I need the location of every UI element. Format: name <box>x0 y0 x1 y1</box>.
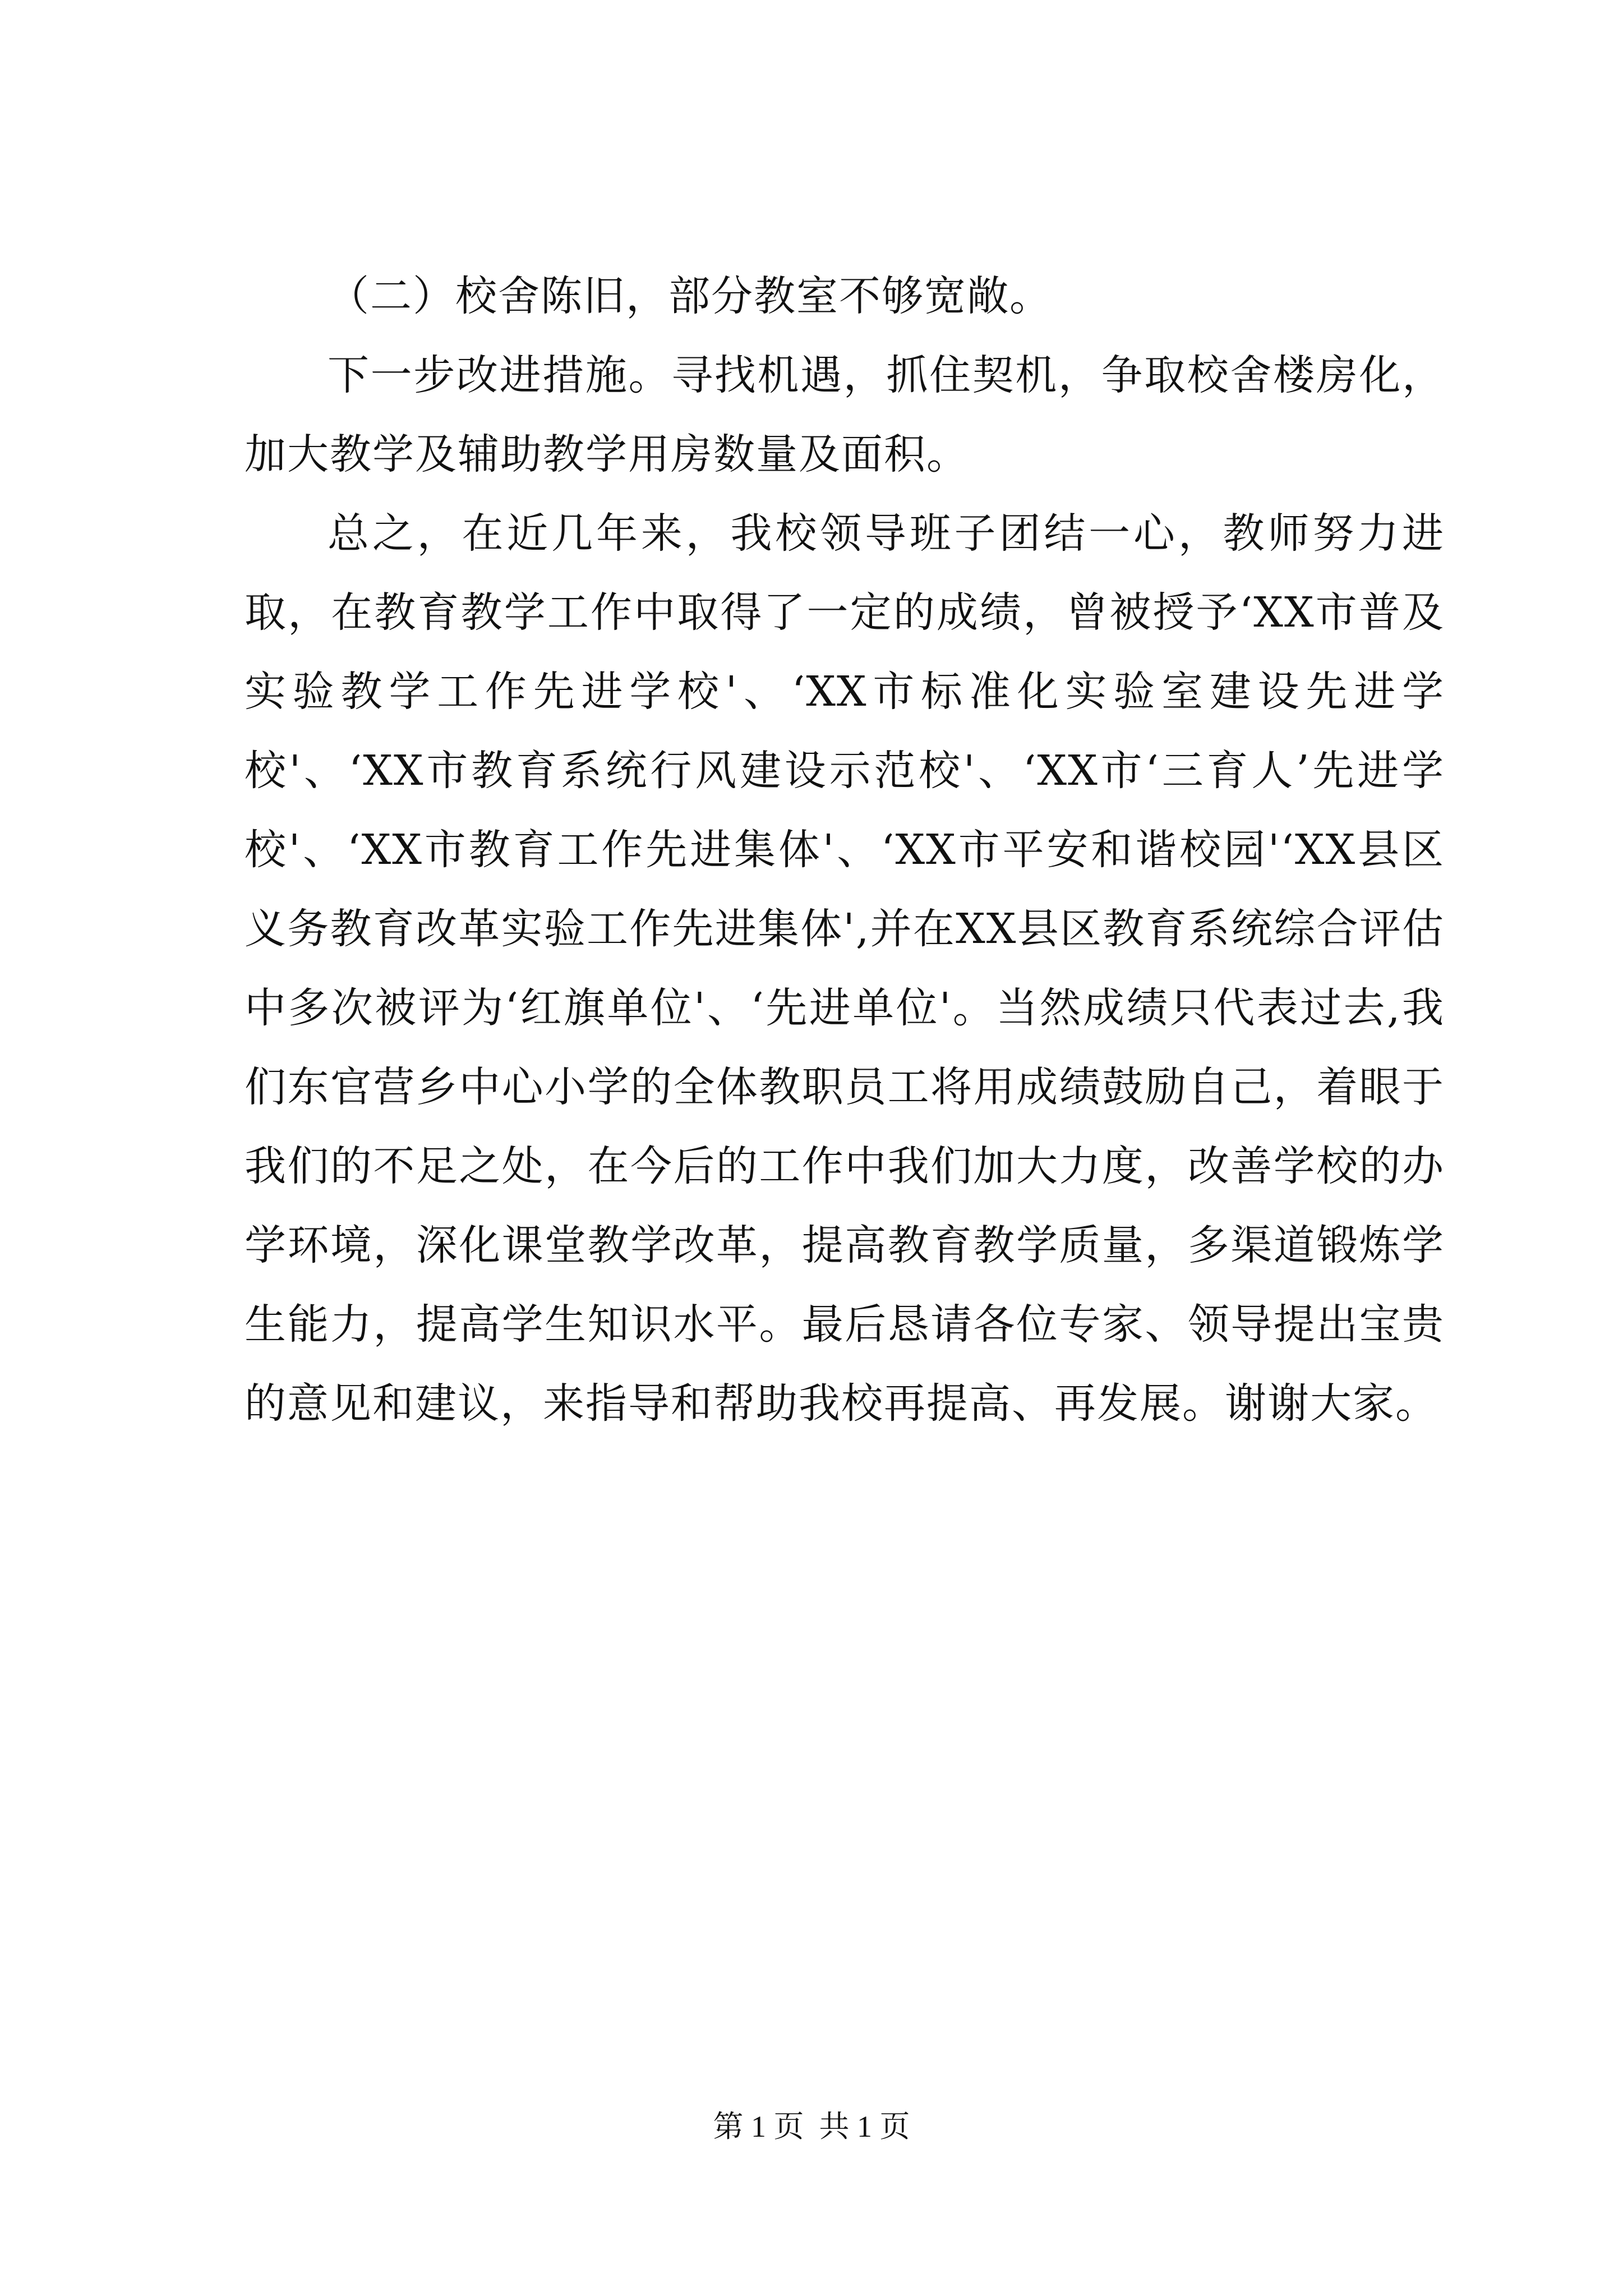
paragraph-campus-issue: （二）校舍陈旧，部分教室不够宽敞。 <box>328 272 1052 320</box>
paragraph-improvement-measures: 下一步改进措施。寻找机遇，抓住契机，争取校舍楼房化，加大教学及辅助教学用房数量及面积。 <box>245 351 1445 478</box>
page-number: 第 1 页 共 1 页 <box>713 2110 910 2143</box>
paragraph-conclusion: 总之，在近几年来，我校领导班子团结一心，教师努力进取，在教育教学工作中取得了一定的成绩，曾被授予‘XX市普及实验教学工作先进学校'、‘XX市标准化实验室建设先进学校'、‘XX市教育系统行风建设示范校'、‘XX市‘三育人’先进学校'、‘XX市教育工作先进集体'、‘XX市平安和谐校园'‘XX县区义务教育改革实验工作先进集体',并在XX县区教育系统综合评估中多次被评为‘红旗单位'、‘先进单位'。当然成绩只代表过去,我们东官营乡中心小学的全体教职员工将用成绩鼓励自己，着眼于我们的不足之处，在今后的工作中我们加大力度，改善学校的办学环境，深化课堂教学改革，提高教育教学质量，多渠道锻炼学生能力，提高学生知识水平。最后恳请各位专家、领导提出宝贵的意见和建议，来指导和帮助我校再提高、再发展。谢谢大家。 <box>245 509 1445 1428</box>
page-footer <box>0 2106 1623 2147</box>
document-body <box>245 257 1445 1443</box>
